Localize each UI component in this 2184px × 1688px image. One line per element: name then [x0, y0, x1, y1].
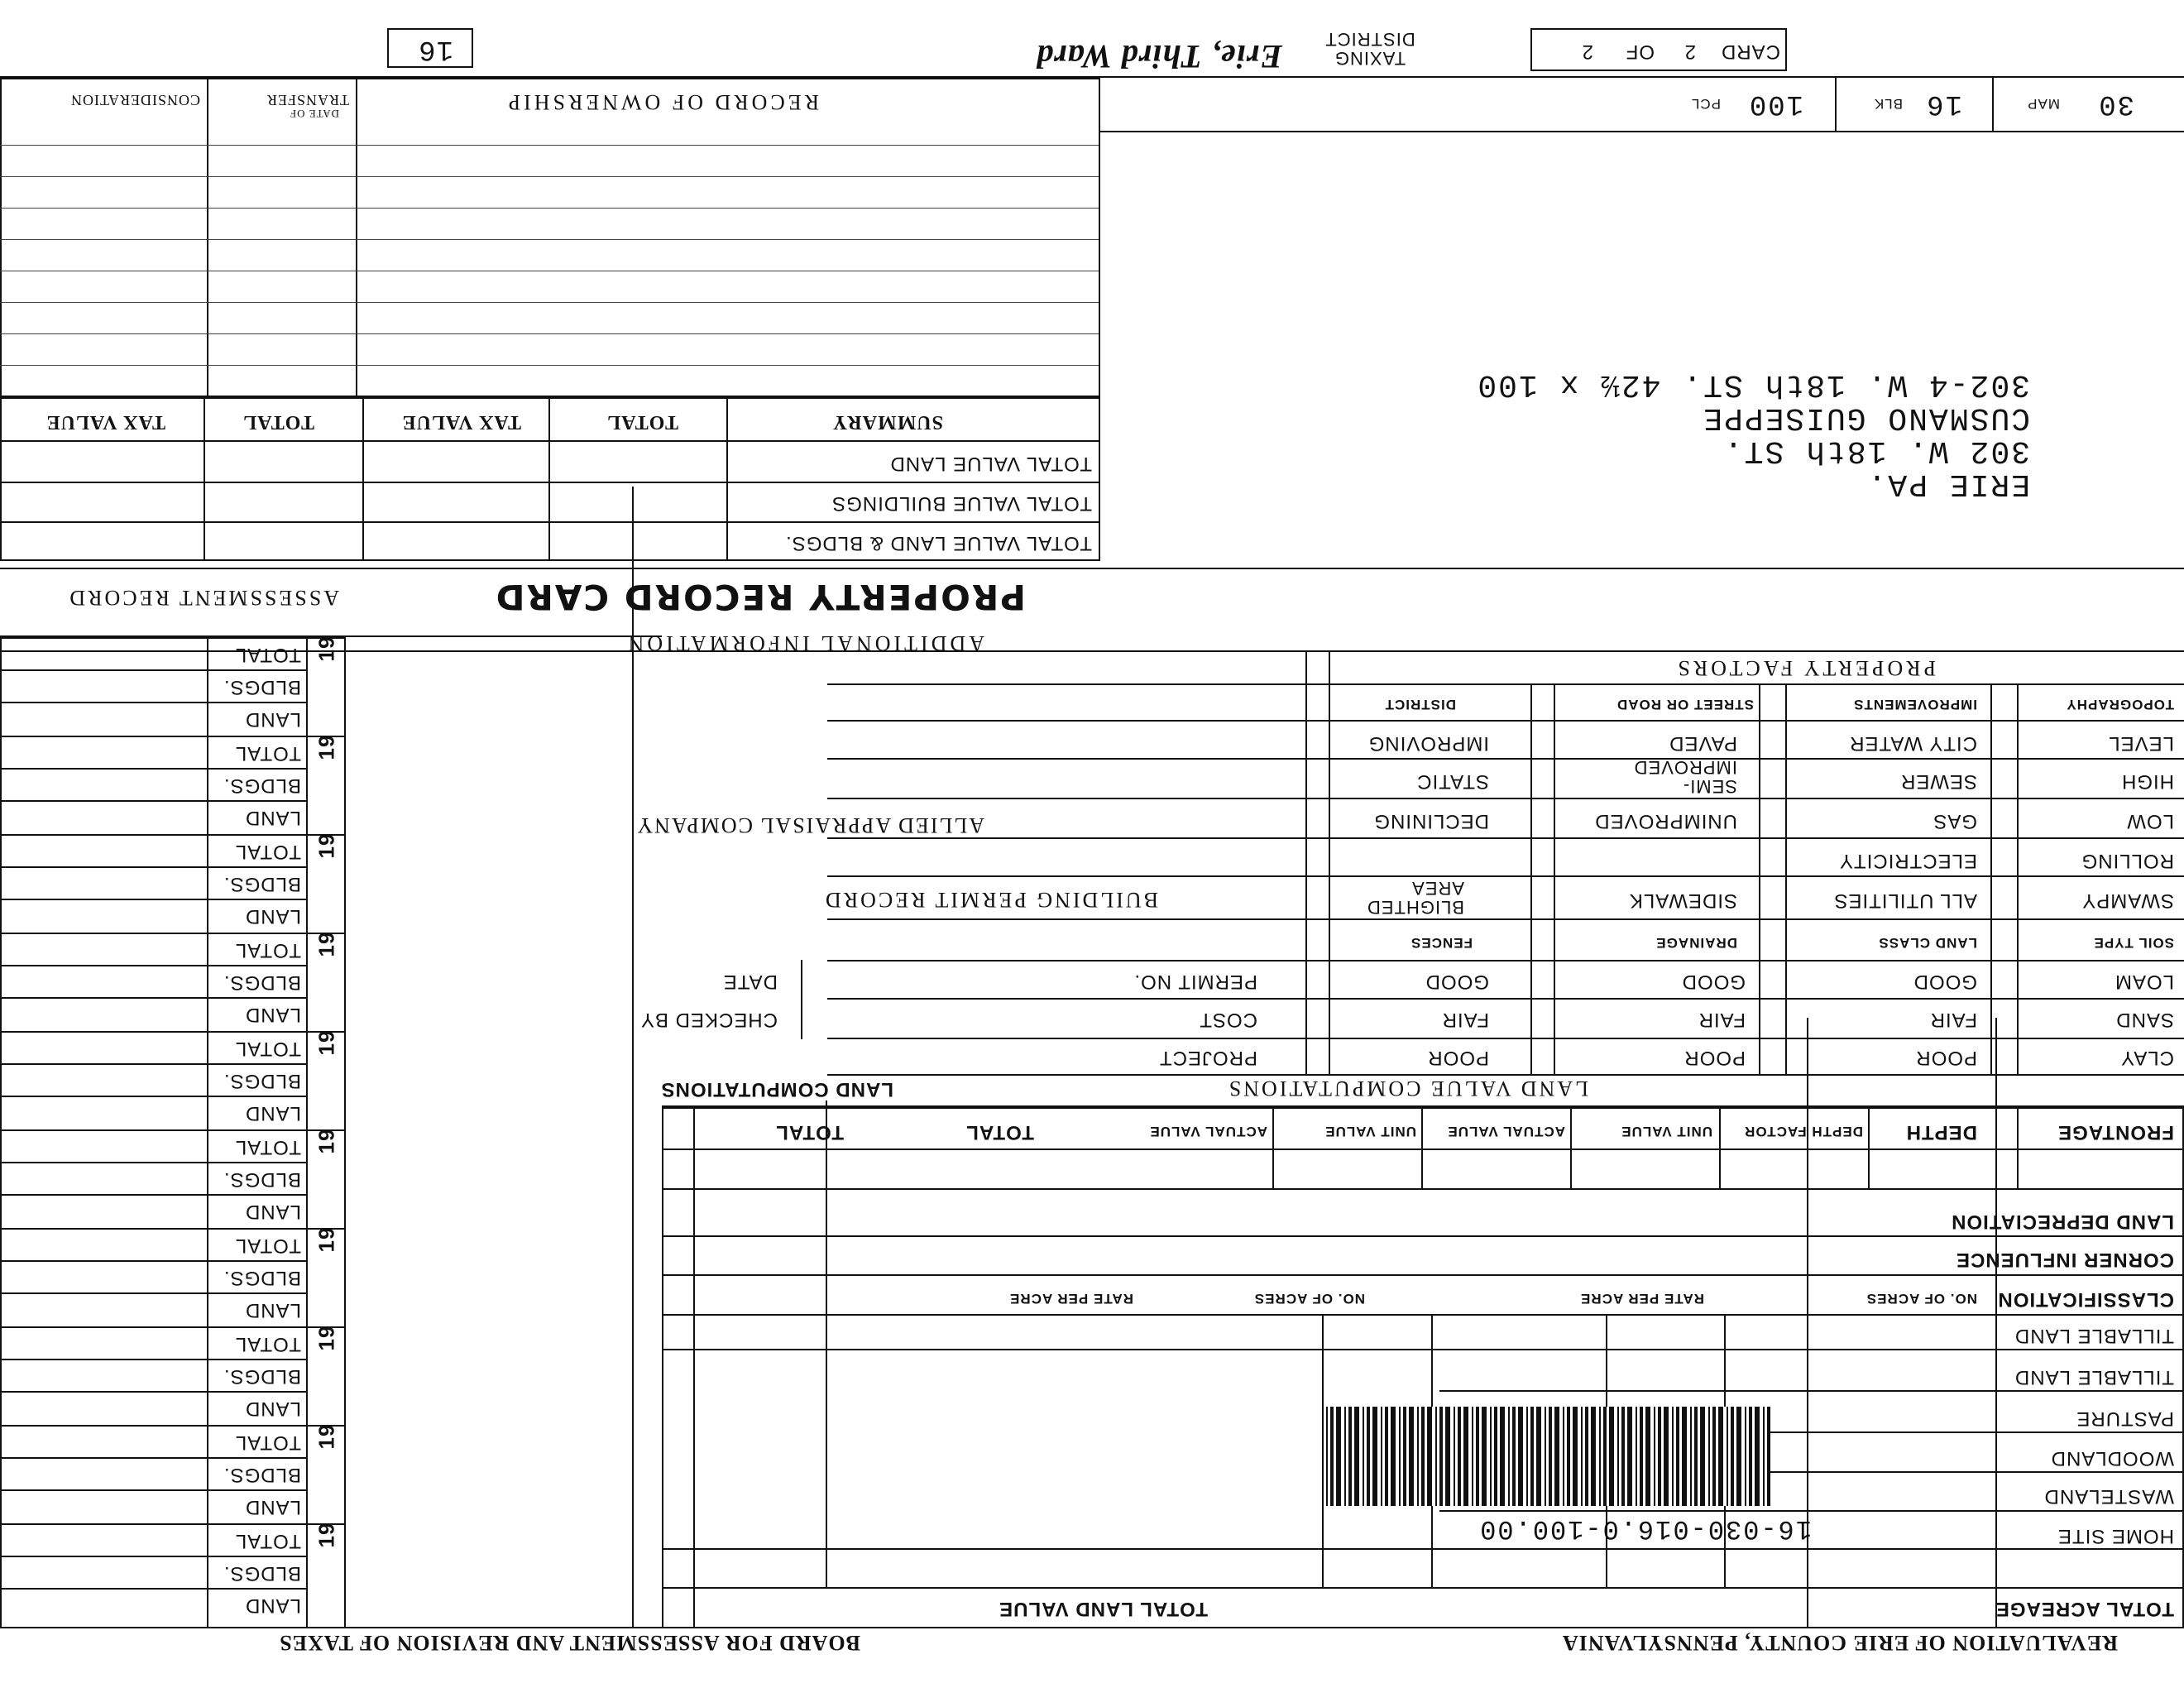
building-permit-title: BUILDING PERMIT RECORD — [823, 888, 1158, 912]
depth-header: DEPTH — [1905, 1121, 1977, 1144]
card-no: 2 — [1684, 41, 1696, 63]
assessment-rule — [0, 702, 308, 703]
rule — [1759, 685, 1760, 1076]
actual-value-header: ACTUAL VALUE — [1447, 1124, 1565, 1139]
unit-value-header-2: UNIT VALUE — [1324, 1124, 1416, 1139]
rule — [204, 397, 205, 561]
appraisal-company: ALLIED APPRAISAL COMPANY — [635, 813, 984, 837]
fences-poor: POOR — [1427, 1047, 1489, 1069]
assessment-label: TOTAL — [234, 644, 301, 666]
assessment-year-prefix: 19 — [314, 635, 339, 662]
transfer-label: TRANSFER — [266, 92, 349, 108]
rule — [1554, 685, 1555, 1076]
assessment-rule — [0, 866, 308, 868]
rule — [827, 798, 2184, 799]
sidewalk-label: SIDEWALK — [1628, 890, 1737, 912]
rule — [827, 875, 2184, 877]
rule — [693, 1107, 695, 1628]
assessment-label: LAND — [244, 1102, 301, 1125]
assessment-rule — [0, 1129, 346, 1131]
frontage-header: FRONTAGE — [2057, 1121, 2174, 1144]
header-board: BOARD FOR ASSESSMENT AND REVISION OF TAXES — [279, 1631, 860, 1655]
assessment-rule — [0, 1228, 346, 1230]
rule — [1570, 1107, 1572, 1190]
city-water-label: CITY WATER — [1849, 732, 1977, 755]
rule — [1992, 78, 1994, 132]
cost-label: COST — [1199, 1009, 1257, 1031]
total-land-value-label: TOTAL LAND VALUE — [999, 1598, 1208, 1620]
ownership-table — [0, 78, 1100, 397]
rule — [827, 720, 2184, 722]
no-of-acres-label: NO. OF ACRES — [1866, 1291, 1977, 1307]
rule — [1719, 1107, 1721, 1190]
rule — [0, 568, 2184, 569]
assessment-label: TOTAL — [234, 1235, 301, 1257]
assessment-label: TOTAL — [234, 1038, 301, 1060]
rule — [1990, 685, 1992, 1076]
actual-value-header-2: ACTUAL VALUE — [1149, 1124, 1267, 1139]
swampy-label: SWAMPY — [2081, 890, 2174, 912]
property-line-2: CUSMANO GUISEPPE — [1702, 400, 2030, 435]
drainage-good: GOOD — [1681, 971, 1746, 993]
drainage-header: DRAINAGE — [1655, 935, 1737, 951]
assessment-label: BLDGS. — [223, 774, 301, 797]
level-label: LEVEL — [2108, 732, 2174, 755]
assessment-rule — [0, 1523, 346, 1525]
assessment-record-title: ASSESSMENT RECORD — [67, 586, 339, 610]
rule — [1272, 1107, 1274, 1190]
assessment-label: BLDGS. — [223, 873, 301, 895]
land-computations-title: LAND COMPUTATIONS — [660, 1078, 893, 1101]
project-label: PROJECT — [1158, 1047, 1257, 1069]
assessment-rule — [0, 933, 346, 934]
tillable-land-label-2: TILLABLE LAND — [2014, 1325, 2174, 1347]
woodland-label: WOODLAND — [2050, 1447, 2174, 1470]
sewer-label: SEWER — [1899, 770, 1977, 793]
map-value: 30 — [2097, 88, 2134, 119]
taxing-district-value: Erie, Third Ward — [1036, 38, 1282, 75]
blk-label: BLK — [1873, 96, 1903, 112]
wasteland-label: WASTELAND — [2043, 1485, 2174, 1508]
rule — [827, 683, 2184, 685]
assessment-rule — [0, 637, 346, 639]
summary-header: SUMMARY — [831, 411, 943, 433]
semi-improved-label: SEMI-IMPROVED — [1633, 756, 1737, 797]
assessment-year-prefix: 19 — [314, 1423, 339, 1450]
assessment-label: TOTAL — [234, 841, 301, 863]
rule — [1785, 685, 1787, 1076]
assessment-rule — [0, 834, 346, 836]
assessment-label: TOTAL — [234, 1333, 301, 1355]
assessment-rule — [0, 768, 308, 770]
assessment-label: BLDGS. — [223, 1168, 301, 1191]
rule — [207, 635, 208, 1628]
total-header-b: TOTAL — [242, 411, 314, 433]
assessment-rule — [0, 1588, 308, 1590]
assessment-year-prefix: 19 — [314, 734, 339, 760]
map-label: MAP — [2027, 96, 2060, 112]
rule — [662, 1235, 2184, 1237]
assessment-rule — [0, 1457, 308, 1459]
rate-per-acre-label-2: RATE PER ACRE — [1009, 1291, 1133, 1307]
land-depreciation-label: LAND DEPRECIATION — [1951, 1211, 2174, 1233]
pasture-label: PASTURE — [2076, 1407, 2174, 1430]
rule — [306, 635, 308, 1628]
date-label: DATE — [722, 971, 778, 993]
rule — [1835, 78, 1837, 132]
rule — [1099, 78, 1100, 561]
clay-label: CLAY — [2120, 1047, 2174, 1069]
total-value-land-bldgs-label: TOTAL VALUE LAND & BLDGS. — [785, 532, 1092, 554]
unit-value-header: UNIT VALUE — [1621, 1124, 1712, 1139]
ownership-row — [0, 302, 1100, 303]
rule — [1329, 652, 1330, 1076]
rate-per-acre-label: RATE PER ACRE — [1580, 1291, 1704, 1307]
no-of-acres-label-2: NO. OF ACRES — [1253, 1291, 1365, 1307]
assessment-rule — [0, 1063, 308, 1065]
assessment-rule — [0, 1489, 308, 1491]
rule — [1530, 685, 1532, 1076]
assessment-rule — [0, 965, 308, 966]
property-line-3: 302 W. 18th ST. — [1722, 433, 2030, 468]
home-site-label: HOME SITE — [2057, 1525, 2174, 1547]
assessment-label: LAND — [244, 708, 301, 731]
assessment-label: LAND — [244, 905, 301, 928]
assessment-label: LAND — [244, 1594, 301, 1617]
assessment-label: LAND — [244, 1398, 301, 1420]
rule — [662, 1188, 2184, 1190]
rule — [801, 960, 802, 1039]
improvements-header: IMPROVEMENTS — [1853, 697, 1977, 712]
rule — [662, 1587, 2184, 1589]
assessment-rule — [0, 800, 308, 802]
header-county: REVALUATION OF ERIE COUNTY, PENNSYLVANIA — [1561, 1631, 2118, 1655]
declining-label: DECLINING — [1373, 810, 1489, 832]
electricity-label: ELECTRICITY — [1838, 850, 1977, 872]
assessment-label: BLDGS. — [223, 971, 301, 994]
high-label: HIGH — [2121, 770, 2174, 793]
total-header-2: TOTAL — [775, 1121, 844, 1144]
improving-label: IMPROVING — [1367, 732, 1489, 755]
assessment-label: TOTAL — [234, 1431, 301, 1454]
rule — [827, 918, 2184, 920]
sand-label: SAND — [2115, 1009, 2174, 1031]
tax-value-header-b: TAX VALUE — [46, 411, 165, 433]
rule — [2017, 1107, 2019, 1190]
assessment-rule — [0, 1162, 308, 1163]
ownership-row — [0, 333, 1100, 334]
assessment-rule — [0, 1359, 308, 1360]
rule — [827, 1038, 2184, 1039]
assessment-rule — [0, 1391, 308, 1393]
rule — [827, 1074, 2184, 1076]
loam-label: LOAM — [2114, 971, 2174, 993]
rule — [2017, 685, 2019, 1076]
rule — [726, 397, 728, 561]
assessment-label: BLDGS. — [223, 1562, 301, 1585]
blighted-area-label: BLIGHTED AREA — [1366, 877, 1464, 918]
static-label: STATIC — [1416, 770, 1489, 793]
rule — [662, 1548, 2184, 1550]
gas-label: GAS — [1933, 810, 1977, 832]
assessment-label: TOTAL — [234, 1530, 301, 1552]
assessment-label: LAND — [244, 1299, 301, 1321]
assessment-label: LAND — [244, 1496, 301, 1518]
barcode-icon — [1324, 1407, 1770, 1506]
card-title: PROPERTY RECORD CARD — [494, 577, 1026, 617]
ownership-row — [0, 365, 1100, 366]
rule — [1305, 652, 1307, 1076]
card-label: CARD — [1720, 41, 1780, 63]
assessment-year-prefix: 19 — [314, 1029, 339, 1056]
fences-header: FENCES — [1410, 935, 1473, 951]
rule — [548, 397, 550, 561]
taxing-district-label: TAXING DISTRICT — [1324, 28, 1415, 69]
rule — [827, 758, 2184, 760]
of-label: OF — [1625, 41, 1655, 63]
assessment-rule — [0, 736, 346, 737]
tax-value-header-a: TAX VALUE — [401, 411, 521, 433]
tillable-land-label: TILLABLE LAND — [2014, 1366, 2174, 1388]
assessment-label: LAND — [244, 1201, 301, 1223]
assessment-year-prefix: 19 — [314, 931, 339, 957]
assessment-year-prefix: 19 — [314, 832, 339, 859]
land-class-good: GOOD — [1913, 971, 1977, 993]
soil-type-header: SOIL TYPE — [2093, 935, 2174, 951]
drainage-fair: FAIR — [1698, 1009, 1746, 1031]
rule — [0, 521, 1100, 523]
assessment-label: LAND — [244, 807, 301, 829]
consideration-label: CONSIDERATION — [70, 92, 200, 108]
rule — [0, 76, 2184, 78]
rolling-label: ROLLING — [2081, 850, 2174, 872]
fences-good: GOOD — [1425, 971, 1489, 993]
paved-label: PAVED — [1669, 732, 1737, 755]
assessment-year-prefix: 19 — [314, 1128, 339, 1154]
district-header: DISTRICT — [1384, 697, 1456, 712]
rule — [1100, 131, 2184, 132]
assessment-year-prefix: 19 — [314, 1522, 339, 1548]
rule — [827, 960, 2184, 961]
blk-value: 16 — [1925, 88, 1962, 119]
assessment-rule — [0, 1194, 308, 1196]
rule — [0, 482, 1100, 483]
total-header-a: TOTAL — [606, 411, 678, 433]
land-class-fair: FAIR — [1929, 1009, 1977, 1031]
rule — [662, 1105, 2184, 1107]
rule — [362, 397, 364, 561]
property-line-4: ERIE PA. — [1866, 466, 2030, 501]
assessment-label: TOTAL — [234, 939, 301, 961]
pcl-value: 100 — [1747, 88, 1803, 119]
total-acreage-label: TOTAL ACREAGE — [1995, 1598, 2174, 1620]
pcl-label: PCL — [1690, 96, 1721, 112]
total-value-land-label: TOTAL VALUE LAND — [889, 453, 1092, 475]
date-of-label: DATE OF — [289, 108, 339, 120]
assessment-rule — [0, 997, 308, 999]
rule — [662, 1314, 2184, 1316]
assessment-label: BLDGS. — [223, 1464, 301, 1486]
ownership-title: RECORD OF OWNERSHIP — [505, 90, 819, 114]
rule — [827, 837, 2184, 839]
rule — [1439, 1390, 2184, 1392]
district-code: 16 — [418, 33, 453, 65]
assessment-rule — [0, 1326, 346, 1328]
land-value-computations-title: LAND VALUE COMPUTATIONS — [1226, 1077, 1588, 1101]
corner-influence-label: CORNER INFLUENCE — [1955, 1249, 2174, 1271]
rule — [356, 78, 357, 397]
assessment-rule — [0, 1096, 308, 1097]
assessment-rule — [0, 1292, 308, 1294]
property-line-1: 302-4 W. 18th ST. 42½ x 100 — [1476, 367, 2030, 402]
assessment-year-prefix: 19 — [314, 1325, 339, 1351]
low-label: LOW — [2126, 810, 2174, 832]
assessment-year-prefix: 19 — [314, 1226, 339, 1253]
assessment-label: BLDGS. — [223, 676, 301, 698]
rule — [826, 1101, 827, 1589]
parcel-number: 16-030-016.0-100.00 — [1478, 1513, 1812, 1544]
assessment-label: BLDGS. — [223, 1267, 301, 1289]
assessment-label: TOTAL — [234, 742, 301, 765]
rule — [1868, 1107, 1870, 1190]
rule — [662, 1349, 2184, 1350]
card-total: 2 — [1581, 41, 1593, 63]
land-class-poor: POOR — [1915, 1047, 1977, 1069]
classification-label: CLASSIFICATION — [1997, 1288, 2174, 1311]
street-or-road-header: STREET OR ROAD — [1616, 697, 1754, 712]
additional-info-title: ADDITIONAL INFORMATION — [625, 631, 984, 655]
total-header: TOTAL — [965, 1121, 1034, 1144]
fences-fair: FAIR — [1441, 1009, 1489, 1031]
assessment-rule — [0, 899, 308, 900]
all-utilities-label: ALL UTILITIES — [1833, 890, 1977, 912]
assessment-rule — [0, 1425, 346, 1427]
assessment-rule — [0, 1556, 308, 1557]
ownership-row — [0, 145, 1100, 146]
ownership-row — [0, 176, 1100, 177]
permit-no-label: PERMIT NO. — [1133, 971, 1257, 993]
rule — [1421, 1107, 1423, 1190]
topography-header: TOPOGRAPHY — [2066, 697, 2174, 712]
assessment-label: BLDGS. — [223, 1070, 301, 1092]
assessment-rule — [0, 1031, 346, 1033]
assessment-label: TOTAL — [234, 1136, 301, 1158]
property-factors-title: PROPERTY FACTORS — [1674, 656, 1936, 680]
depth-factor-header: DEPTH FACTOR — [1744, 1124, 1863, 1139]
assessment-rule — [0, 669, 308, 671]
total-value-buildings-label: TOTAL VALUE BUILDINGS — [831, 492, 1092, 515]
rule — [662, 1149, 2184, 1150]
ownership-row — [0, 239, 1100, 240]
drainage-poor: POOR — [1684, 1047, 1746, 1069]
ownership-row — [0, 208, 1100, 209]
rule — [207, 78, 208, 397]
land-class-header: LAND CLASS — [1878, 935, 1977, 951]
rule — [662, 1274, 2184, 1276]
assessment-rule — [0, 1260, 308, 1262]
rule — [0, 440, 1100, 442]
checked-by-label: CHECKED BY — [639, 1009, 778, 1031]
rule — [1995, 1018, 1997, 1628]
assessment-label: LAND — [244, 1004, 301, 1026]
unimproved-label: UNIMPROVED — [1594, 810, 1737, 832]
rule — [827, 998, 2184, 1000]
land-value-table — [662, 1107, 2184, 1628]
rule — [344, 635, 346, 1628]
assessment-label: BLDGS. — [223, 1365, 301, 1388]
rule — [1439, 1510, 2184, 1512]
